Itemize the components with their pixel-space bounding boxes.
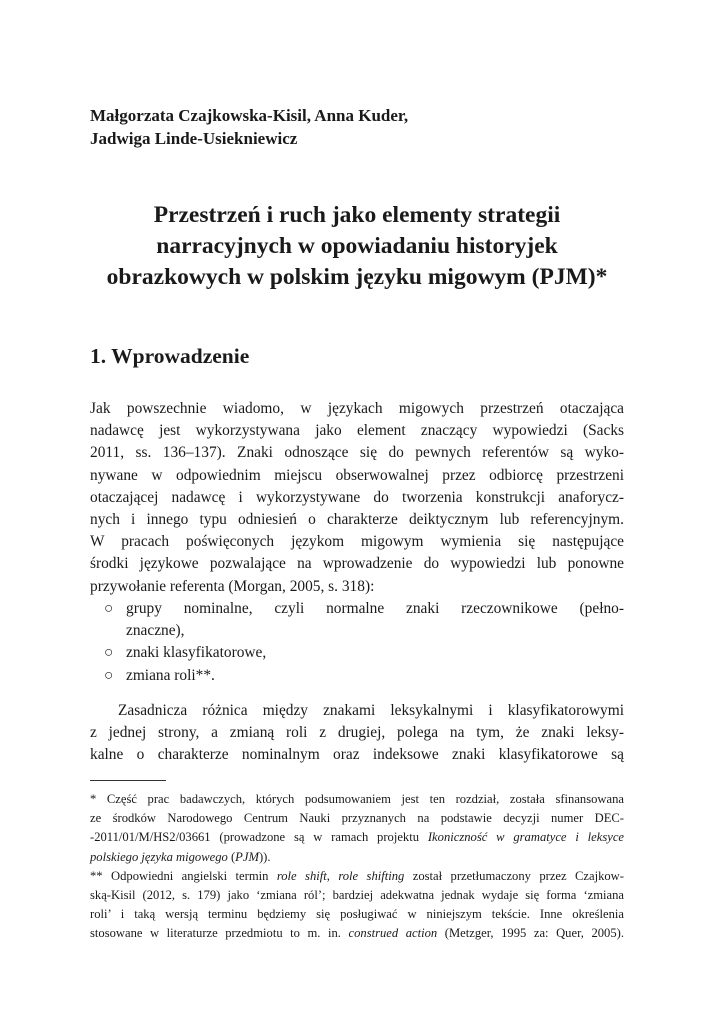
list-item-text: grupy nominalne, czyli normalne znaki rzeczownikowe (pełno-: [126, 600, 624, 617]
text-line: środki językowe pozwalające na wprowadzenie do wypowiedzi lub ponowne: [90, 555, 624, 573]
footnotes: [90, 790, 624, 944]
footnote-abbrev: PJM: [235, 849, 259, 864]
text-line: Zasadnicza różnica między znakami leksykalnymi i klasyfikatorowymi: [118, 702, 624, 719]
text-line: nywane w odpowiednim miejscu obserwowalnej przez odbiorcę przestrzeni: [90, 466, 624, 484]
list-item: [104, 642, 624, 664]
footnote-rule: [90, 780, 166, 781]
list-item-text: znaki klasyfikatorowe,: [126, 644, 267, 662]
text-line: nadawcę jest wykorzystywana jako element znaczący wypowiedzi (Sacks: [90, 422, 624, 440]
footnote-line: roli’ i taką wersją terminu będziemy się posługiwać w niniejszym tekście. Inne określenia: [90, 907, 624, 922]
footnote-text: ** Odpowiedni angielski termin: [90, 868, 277, 883]
footnote-line: [90, 867, 624, 886]
list-item: [104, 598, 624, 642]
footnote-text: )).: [258, 849, 271, 864]
footnote-line: [90, 828, 624, 847]
footnote-text: stosowane w literaturze przedmiotu to m. in.: [90, 926, 349, 941]
circle-bullet-icon: ○: [104, 666, 114, 684]
section-heading: 1. Wprowadzenie: [90, 344, 250, 368]
text-line: W pracach poświęconych językom migowym wymienia się następujące: [90, 533, 624, 551]
footnote-line: [90, 848, 624, 867]
bullet-list: [104, 598, 624, 687]
text-line: kalne o charakterze nominalnym oraz indeksowe znaki klasyfikatorowe są: [90, 746, 624, 764]
text-line: przywołanie referenta (Morgan, 2005, s. 318):: [90, 577, 375, 595]
footnote-text: (: [227, 849, 236, 864]
list-item: [104, 665, 624, 687]
text-line: otaczającej nadawcę i wykorzystywane do tworzenia konstrukcji anaforycz-: [90, 488, 624, 506]
title-line: obrazkowych w polskim języku migowym (PJM)*: [106, 264, 608, 290]
footnote-text: został przetłumaczony przez Czajkow-: [404, 868, 624, 883]
chapter-title: [90, 200, 624, 293]
text-line: nych i innego typu odniesień o charakterze deiktycznym lub referencyjnym.: [90, 511, 624, 529]
title-line: Przestrzeń i ruch jako elementy strategii: [153, 202, 561, 228]
footnote-text: ,: [326, 868, 339, 883]
title-line: narracyjnych w opowiadaniu historyjek: [156, 233, 558, 259]
text-line: Jak powszechnie wiadomo, w językach migowych przestrzeń otaczająca: [90, 400, 624, 417]
footnote-text: -2011/01/M/HS2/03661 (prowadzone są w ramach projektu: [90, 830, 428, 845]
footnote-term: role shifting: [338, 868, 405, 883]
footnote-line: [90, 924, 624, 943]
paragraph-1: [90, 398, 624, 598]
paragraph-2: [90, 700, 624, 767]
footnote-line: * Część prac badawczych, których podsumowaniem jest ten rozdział, została sfinansowana: [90, 792, 624, 806]
footnote-project-title: polskiego języka migowego: [90, 849, 228, 864]
footnote-term: construed action: [348, 926, 438, 941]
authors-line: Jadwiga Linde-Usiekniewicz: [90, 129, 298, 148]
circle-bullet-icon: ○: [104, 644, 114, 662]
authors-line: Małgorzata Czajkowska-Kisil, Anna Kuder,: [90, 106, 409, 125]
text-line: z jednej strony, a zmianą roli z drugiej, polega na tym, że znaki leksy-: [90, 724, 624, 742]
footnote-line: ską-Kisil (2012, s. 179) jako ‘zmiana ról’; bardziej adekwatna jednak wydaje się forma ‘zmiana: [90, 888, 624, 903]
list-item-text: znaczne),: [126, 622, 185, 640]
text-line: 2011, ss. 136–137). Znaki odnoszące się do pewnych referentów są wyko-: [90, 444, 624, 462]
footnote-text: (Metzger, 1995 za: Quer, 2005).: [437, 926, 624, 941]
footnote-line: ze środków Narodowego Centrum Nauki przyznanych na podstawie decyzji numer DEC-: [90, 811, 624, 826]
authors: [90, 104, 624, 150]
circle-bullet-icon: ○: [104, 600, 114, 617]
footnote-term: role shift: [276, 868, 327, 883]
list-item-text: zmiana roli**.: [126, 666, 215, 684]
footnote-project-title: Ikoniczność w gramatyce i leksyce: [427, 830, 624, 845]
